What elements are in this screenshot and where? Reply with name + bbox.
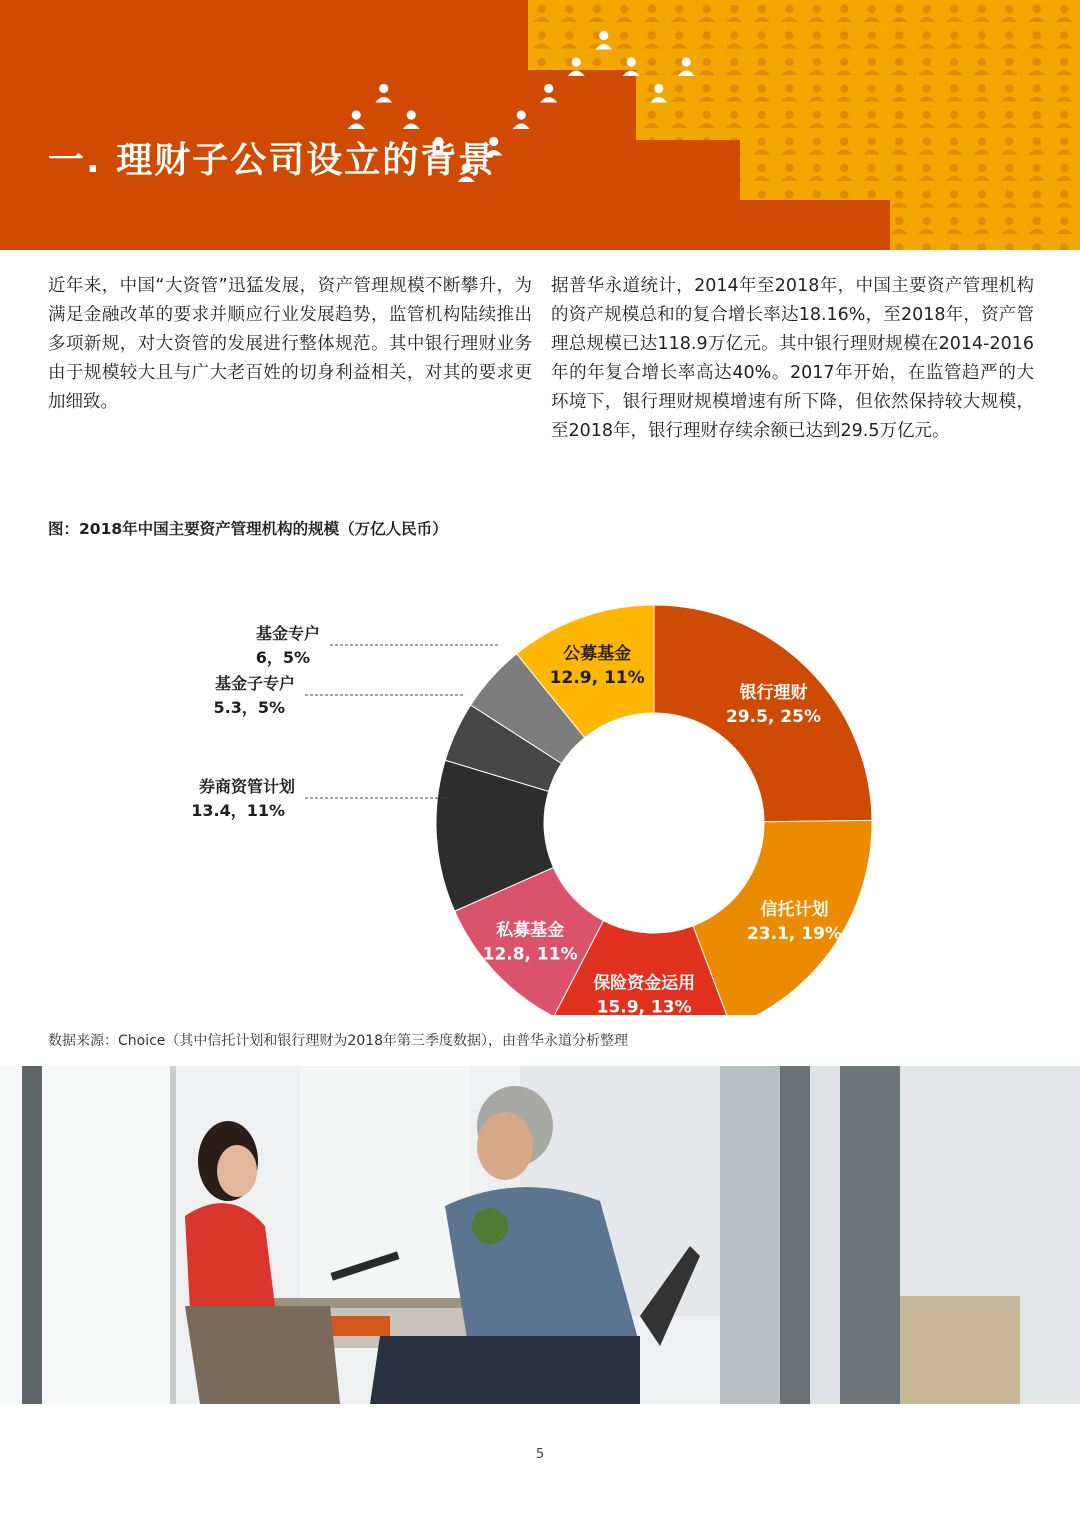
- office-meeting-photo: [0, 1066, 1080, 1404]
- person-icon: [513, 110, 530, 129]
- slice-label: 保险资金运用: [593, 973, 696, 994]
- intro-paragraph: 近年来，中国“大资管”迅猛发展，资产管理规模不断攀升，为满足金融改革的要求并顺应行业发展趋势，监管机构陆续推出多项新规，对大资管的发展进行整体规范。其中银行理财业务由于规模较大且与广大老百姓的切身利益相关，对其的要求更加细致。: [48, 276, 532, 412]
- slice-value-label: 6，5%: [255, 648, 310, 667]
- chart-title: 图：2018年中国主要资产管理机构的规模（万亿人民币）: [48, 520, 448, 538]
- slice-value-label: 5.3，5%: [213, 698, 285, 717]
- slice-value-label: 12.8, 11%: [482, 944, 578, 965]
- slice-value-label: 13.4，11%: [191, 801, 285, 820]
- slice-label: 券商资管计划: [198, 777, 295, 796]
- slice-label: 公募基金: [563, 643, 632, 664]
- page-number: 5: [535, 1447, 545, 1462]
- slice-label: 信托计划: [760, 899, 829, 920]
- source-note: 数据来源：Choice（其中信托计划和银行理财为2018年第三季度数据），由普华永道分析整理: [48, 1033, 629, 1049]
- slice-label: 私募基金: [496, 920, 565, 941]
- slice-value-label: 15.9, 13%: [596, 997, 692, 1015]
- slice-label: 银行理财: [739, 683, 808, 704]
- person-icon: [540, 84, 557, 103]
- photo-illustration: [0, 1066, 1080, 1404]
- section-title: 一. 理财子公司设立的背景: [48, 140, 497, 181]
- donut-chart: [0, 540, 1080, 1015]
- person-icon: [348, 110, 365, 129]
- header-banner: [0, 0, 1080, 250]
- people-pattern: [0, 0, 1080, 250]
- slice-label: 基金专户: [255, 624, 320, 643]
- slice-value-label: 29.5, 25%: [725, 707, 821, 728]
- slice-label: 基金子专户: [214, 674, 295, 693]
- person-icon: [403, 110, 420, 129]
- slice-value-label: 23.1, 19%: [746, 923, 842, 944]
- statistics-paragraph: 据普华永道统计，2014年至2018年，中国主要资产管理机构的资产规模总和的复合增长率达18.16%，至2018年，资产管理总规模已达118.9万亿元。其中银行理财规模在2014-2016年的年复合增长率高达40%。2017年开始，在监管趋严的大环境下，银行理财规模增速有所下降，但依然保持较大规模，至2018年，银行理财存续余额已达到29.5万亿元。: [551, 276, 1034, 441]
- person-icon: [375, 84, 392, 103]
- slice-value-label: 12.9, 11%: [549, 667, 645, 688]
